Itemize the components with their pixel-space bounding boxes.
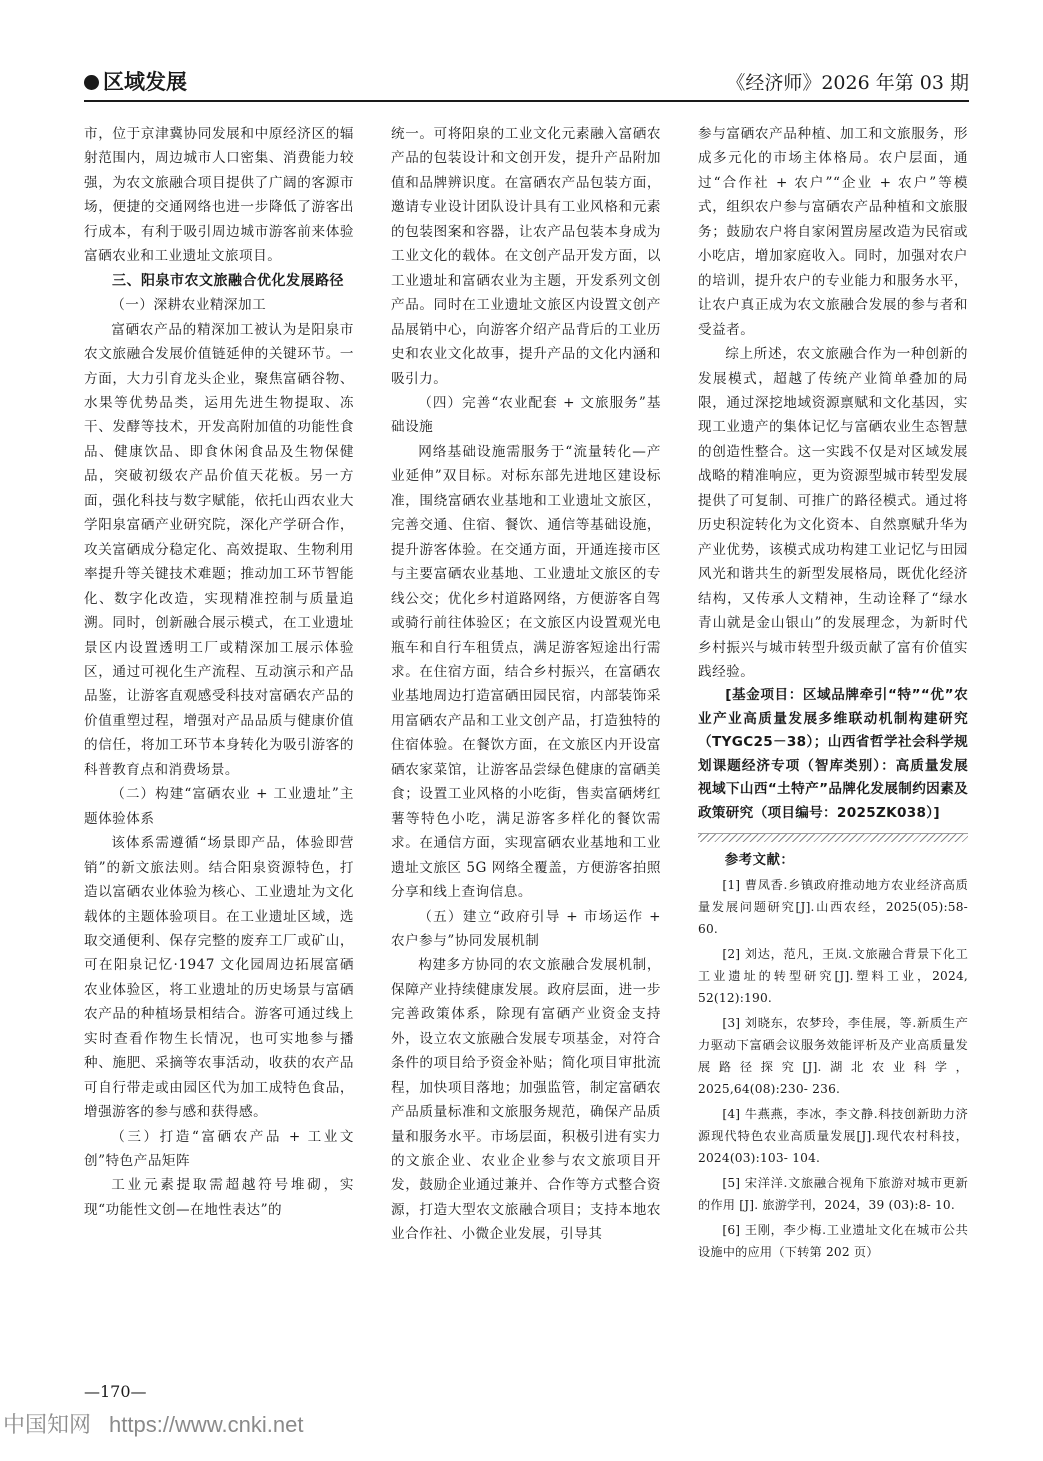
fund-project-note: [基金项目：区域品牌牵引“特”“优”农业产业高质量发展多维联动机制构建研究（TYGC25－38）；山西省哲学社会科学规划课题经济专项（智库类别）：高质量发展视域下山西“土特产”品牌化发展制约因素及政策研究（项目编号：2025ZK038）] bbox=[698, 687, 968, 821]
paragraph: 网络基础设施需服务于“流量转化—产业延伸”双目标。对标东部先进地区建设标准，围绕富硒农业基地和工业遗址文旅区，完善交通、住宿、餐饮、通信等基础设施，提升游客体验。在交通方面，开通连接市区与主要富硒农业基地、工业遗址文旅区的专线公交；优化乡村道路网络，方便游客自驾或骑行前往体验区；在文旅区内设置观光电瓶车和自行车租赁点，满足游客短途出行需求。在住宿方面，结合乡村振兴，在富硒农业基地周边打造富硒田园民宿，内部装饰采用富硒农产品和工业文创产品，打造独特的住宿体验。在餐饮方面，在文旅区内开设富硒农家菜馆，让游客品尝绿色健康的富硒美食；设置工业风格的小吃街，售卖富硒烤红薯等特色小吃，满足游客多样化的餐饮需求。在通信方面，实现富硒农业基地和工业遗址文旅区 5G 网络全覆盖，方便游客拍照分享和线上查询信息。 bbox=[391, 443, 661, 901]
page-number: —170— bbox=[84, 1382, 147, 1401]
section-heading: 三、阳泉市农文旅融合优化发展路径 bbox=[112, 272, 344, 289]
column-1 bbox=[84, 122, 354, 1222]
paragraph: 市，位于京津冀协同发展和中原经济区的辐射范围内，周边城市人口密集、消费能力较强，为农文旅融合项目提供了广阔的客源市场，便捷的交通网络也进一步降低了游客出行成本，有利于吸引周边城市游客前来体验富硒农业和工业遗址文旅项目。 bbox=[84, 126, 354, 265]
watermark-url: https://www.cnki.net bbox=[109, 1412, 304, 1437]
reference-item: [4] 牛燕燕，李冰，李文静.科技创新助力济源现代特色农业高质量发展[J].现代农村科技，2024(03):103- 104. bbox=[698, 1107, 968, 1166]
bullet-dot-icon bbox=[84, 75, 99, 90]
section-label: 区域发展 bbox=[103, 70, 187, 94]
reference-item: [5] 宋洋洋.文旅融合视角下旅游对城市更新的作用 [J]. 旅游学刊，2024，39 (03):8- 10. bbox=[698, 1176, 968, 1213]
paragraph: 工业元素提取需超越符号堆砌，实现“功能性文创—在地性表达”的 bbox=[84, 1177, 354, 1218]
subsection-heading: （三）打造“富硒农产品 + 工业文创”特色产品矩阵 bbox=[84, 1128, 354, 1170]
reference-item: [3] 刘晓东，农梦玲，李佳展，等.新质生产力驱动下富硒会议服务效能评析及产业高质量发展路径探究[J].湖北农业科学，2025,64(08):230- 236. bbox=[698, 1016, 968, 1097]
reference-item: [1] 曹凤香.乡镇政府推动地方农业经济高质量发展问题研究[J].山西农经，2025(05):58- 60. bbox=[698, 878, 968, 937]
column-2 bbox=[391, 122, 661, 1247]
section-title bbox=[84, 66, 187, 96]
paragraph: 参与富硒农产品种植、加工和文旅服务，形成多元化的市场主体格局。农户层面，通过“合作社 + 农户”“企业 + 农户”等模式，组织农户参与富硒农产品种植和文旅服务；鼓励农户将自家闲置房屋改造为民宿或小吃店，增加家庭收入。同时，加强对农户的培训，提升农户的专业能力和服务水平，让农户真正成为农文旅融合发展的参与者和受益者。 bbox=[698, 126, 968, 338]
conclusion-paragraph: 综上所述，农文旅融合作为一种创新的发展模式，超越了传统产业简单叠加的局限，通过深挖地域资源禀赋和文化基因，实现工业遗产的集体记忆与富硒农业生态智慧的创造性整合。这一实践不仅是对区域发展战略的精准响应，更为资源型城市转型发展提供了可复制、可推广的路径模式。通过将历史积淀转化为文化资本、自然禀赋升华为产业优势，该模式成功构建工业记忆与田园风光和谐共生的新型发展格局，既优化经济结构，又传承人文精神，生动诠释了“绿水青山就是金山银山”的发展理念，为新时代乡村振兴与城市转型升级贡献了富有价值实践经验。 bbox=[698, 346, 968, 680]
subsection-heading: （一）深耕农业精深加工 bbox=[111, 297, 267, 314]
paragraph: 构建多方协同的农文旅融合发展机制，保障产业持续健康发展。政府层面，进一步完善政策体系，除现有富硒产业资金支持外，设立农文旅融合发展专项基金，对符合条件的项目给予资金补贴；简化项目审批流程，加快项目落地；加强监管，制定富硒农产品质量标准和文旅服务规范，确保产品质量和服务水平。市场层面，积极引进有实力的文旅企业、农业企业参与农文旅项目开发，鼓励企业通过兼并、合作等方式整合资源，打造大型农文旅融合项目；支持本地农业合作社、小微企业发展，引导其 bbox=[391, 957, 661, 1243]
watermark-brand: 中国知网 bbox=[3, 1413, 92, 1438]
reference-item: [6] 王刚，李少梅.工业遗址文化在城市公共设施中的应用（下转第 202 页） bbox=[698, 1223, 968, 1260]
subsection-heading: （四）完善“农业配套 + 文旅服务”基础设施 bbox=[391, 394, 661, 436]
subsection-heading: （二）构建“富硒农业 + 工业遗址”主题体验体系 bbox=[84, 786, 354, 827]
references-title: 参考文献： bbox=[724, 853, 795, 869]
journal-issue: 《经济师》2026 年第 03 期 bbox=[726, 72, 969, 94]
paragraph: 富硒农产品的精深加工被认为是阳泉市农文旅融合发展价值链延伸的关键环节。一方面，大力引育龙头企业，聚焦富硒谷物、水果等优势品类，运用先进生物提取、冻干、发酵等技术，开发高附加值的功能性食品、健康饮品、即食休闲食品及生物保健品，突破初级农产品价值天花板。另一方面，强化科技与数字赋能，依托山西农业大学阳泉富硒产业研究院，深化产学研合作，攻关富硒成分稳定化、高效提取、生物利用率提升等关键技术难题；推动加工环节智能化、数字化改造，实现精准控制与质量追溯。同时，创新融合展示模式，在工业遗址景区内设置透明工厂或精深加工展示体验区，通过可视化生产流程、互动演示和产品品鉴，让游客直观感受科技对富硒农产品的价值重塑过程，增强对产品品质与健康价值的信任，将加工环节本身转化为吸引游客的科普教育点和消费场景。 bbox=[84, 321, 354, 778]
wavy-divider bbox=[698, 833, 968, 842]
paragraph: 该体系需遵循“场景即产品，体验即营销”的新文旅法则。结合阳泉资源特色，打造以富硒农业体验为核心、工业遗址为文化载体的主题体验项目。在工业遗址区域，选取交通便利、保存完整的废弃工厂或矿山，可在阳泉记忆·1947 文化园周边拓展富硒农业体验区，将工业遗址的历史场景与富硒农产品的种植场景相结合。游客可通过线上实时查看作物生长情况，也可实地参与播种、施肥、采摘等农事活动，收获的农产品可自行带走或由园区代为加工成特色食品，增强游客的参与感和获得感。 bbox=[84, 835, 354, 1121]
paragraph: 统一。可将阳泉的工业文化元素融入富硒农产品的包装设计和文创开发，提升产品附加值和品牌辨识度。在富硒农产品包装方面，邀请专业设计团队设计具有工业风格和元素的包装图案和容器，让农产品包装本身成为工业文化的载体。在文创产品开发方面，以工业遗址和富硒农业为主题，开发系列文创产品。同时在工业遗址文旅区内设置文创产品展销中心，向游客介绍产品背后的工业历史和农业文化故事，提升产品的文化内涵和吸引力。 bbox=[391, 126, 661, 387]
subsection-heading: （五）建立“政府引导 + 市场运作 + 农户参与”协同发展机制 bbox=[391, 908, 661, 949]
reference-item: [2] 刘达，范凡，王岚.文旅融合背景下化工工业遗址的转型研究[J].塑料工业，2024, 52(12):190. bbox=[698, 947, 968, 1006]
page-header bbox=[84, 66, 969, 102]
column-3 bbox=[698, 122, 968, 1266]
cnki-watermark bbox=[3, 1408, 303, 1439]
reference-list bbox=[698, 874, 968, 1263]
